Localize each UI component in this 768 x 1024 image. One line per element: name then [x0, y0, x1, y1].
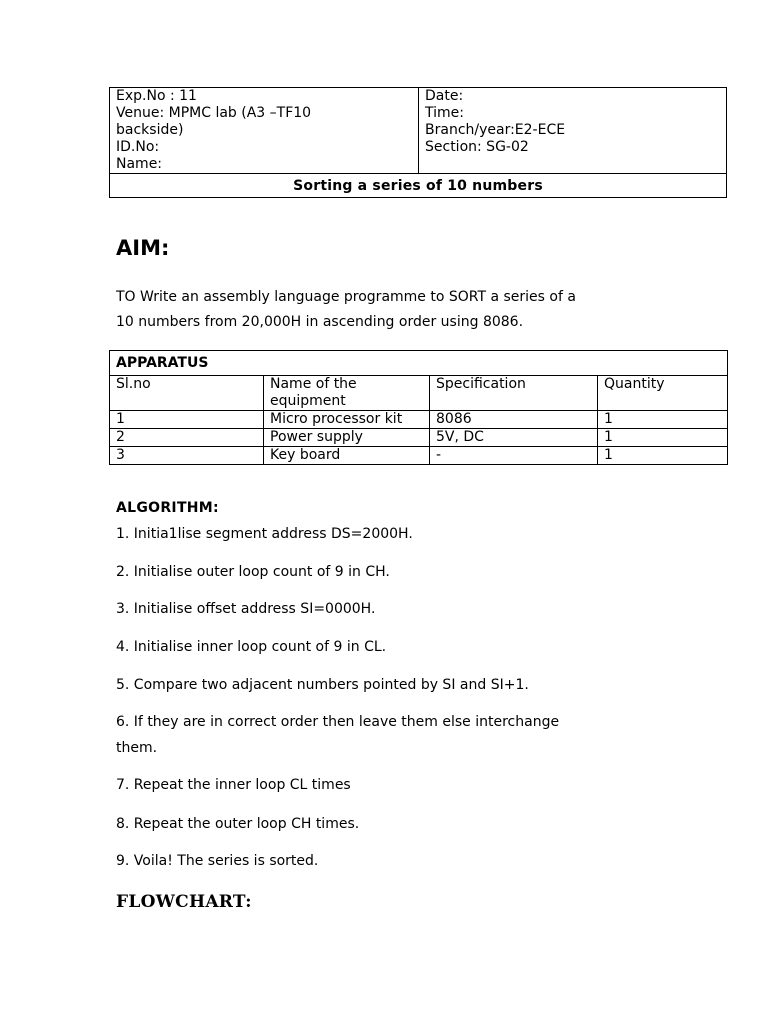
algorithm-step: 1. Initia1lise segment address DS=2000H.: [116, 526, 413, 542]
table-cell: Key board: [264, 447, 430, 465]
table-cell: 5V, DC: [430, 429, 598, 447]
table-cell: 1: [598, 411, 728, 429]
table-cell: -: [430, 447, 598, 465]
header-right-cell: [419, 88, 727, 174]
table-cell: 8086: [430, 411, 598, 429]
apparatus-table: [109, 350, 728, 465]
time: Time:: [425, 105, 464, 121]
header-title-row: [110, 174, 727, 198]
id-no: ID.No:: [116, 139, 160, 155]
algorithm-step: 2. Initialise outer loop count of 9 in CH.: [116, 564, 390, 580]
algorithm-step: 6. If they are in correct order then leave them else interchange: [116, 714, 560, 730]
experiment-title: Sorting a series of 10 numbers: [110, 174, 727, 198]
algorithm-step-continuation: them.: [116, 740, 158, 756]
table-cell: 3: [110, 447, 264, 465]
algorithm-step: 7. Repeat the inner loop CL times: [116, 777, 351, 793]
exp-no: Exp.No : 11: [116, 88, 197, 104]
date: Date:: [425, 88, 464, 104]
column-header: Name of the equipment: [264, 376, 430, 411]
venue-line-1: Venue: MPMC lab (A3 –TF10: [116, 105, 312, 121]
algorithm-step: 8. Repeat the outer loop CH times.: [116, 816, 360, 832]
table-cell: 2: [110, 429, 264, 447]
algorithm-step: 4. Initialise inner loop count of 9 in CL.: [116, 639, 387, 655]
table-cell: Power supply: [264, 429, 430, 447]
algorithm-step: 3. Initialise offset address SI=0000H.: [116, 601, 376, 617]
apparatus-title-row: [110, 351, 728, 376]
table-row: [110, 447, 728, 465]
table-cell: Micro processor kit: [264, 411, 430, 429]
column-header: Sl.no: [110, 376, 264, 411]
flowchart-heading: FLOWCHART:: [116, 892, 252, 912]
algorithm-heading: ALGORITHM:: [116, 500, 219, 516]
column-header: Quantity: [598, 376, 728, 411]
aim-heading: AIM:: [116, 236, 170, 260]
table-row: [110, 429, 728, 447]
aim-line-2: 10 numbers from 20,000H in ascending order using 8086.: [116, 314, 524, 330]
aim-text: [116, 285, 676, 335]
apparatus-title: APPARATUS: [110, 351, 728, 376]
table-cell: 1: [110, 411, 264, 429]
aim-line-1: TO Write an assembly language programme to SORT a series of a: [116, 289, 576, 305]
branch-year: Branch/year:E2-ECE: [425, 122, 566, 138]
student-name: Name:: [116, 156, 163, 172]
apparatus-header-row: [110, 376, 728, 411]
section: Section: SG-02: [425, 139, 529, 155]
experiment-header-table: [109, 87, 727, 198]
table-cell: 1: [598, 429, 728, 447]
column-header: Specification: [430, 376, 598, 411]
header-info-row: [110, 88, 727, 174]
table-cell: 1: [598, 447, 728, 465]
algorithm-step: 9. Voila! The series is sorted.: [116, 853, 319, 869]
table-row: [110, 411, 728, 429]
header-left-cell: [110, 88, 419, 174]
algorithm-step: 5. Compare two adjacent numbers pointed by SI and SI+1.: [116, 677, 529, 693]
venue-line-2: backside): [116, 122, 184, 138]
